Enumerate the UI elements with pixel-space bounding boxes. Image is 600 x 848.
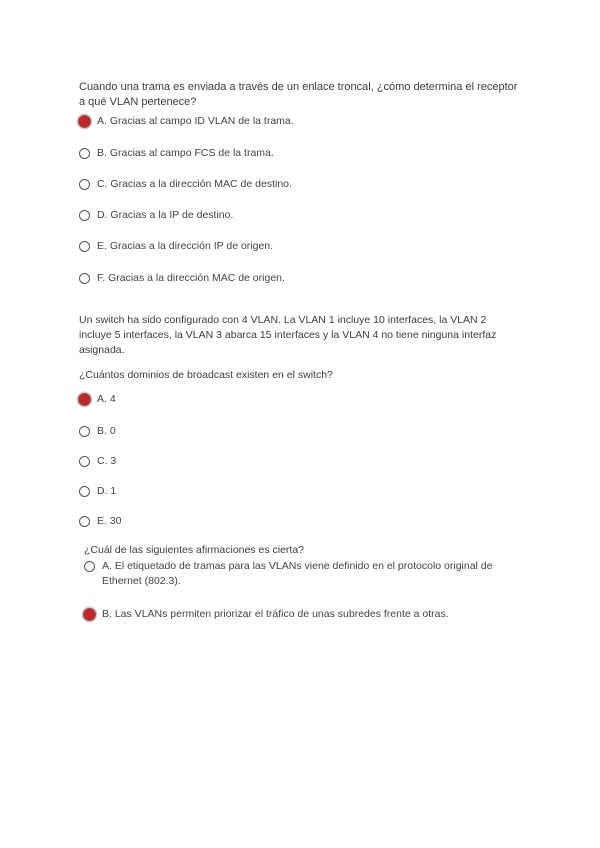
q1-option-e[interactable] [79,239,273,254]
radio-icon[interactable] [79,148,90,159]
q3-option-b-label: B. Las VLANs permiten priorizar el tráfico de unas subredes frente a otras. [102,608,449,620]
q1-option-c-label: C. Gracias a la dirección MAC de destino. [97,178,292,190]
q2-option-e-label: E. 30 [97,515,122,527]
q1-option-a-label: A. Gracias al campo ID VLAN de la trama. [97,115,294,127]
radio-icon[interactable] [79,426,90,437]
question-1-text: Cuando una trama es enviada a través de un enlace troncal, ¿cómo determina el receptor a qué VLAN pertenece? [79,81,518,108]
radio-selected-icon[interactable] [78,393,91,406]
q3-option-b[interactable] [83,607,449,622]
q2-option-e[interactable] [79,514,122,529]
radio-icon[interactable] [84,561,95,572]
radio-icon[interactable] [79,273,90,284]
question-2-intro: Un switch ha sido configurado con 4 VLAN. La VLAN 1 incluye 10 interfaces, la VLAN 2 incluye 5 interfaces, la VLAN 3 abarca 15 interfaces y la VLAN 4 no tiene ninguna interfaz asignada. [79,314,497,356]
question-2-text: ¿Cuántos dominios de broadcast existen en el switch? [79,369,333,381]
radio-icon[interactable] [79,516,90,527]
q1-option-f-label: F. Gracias a la dirección MAC de origen. [97,272,285,284]
q2-option-d[interactable] [79,484,116,499]
radio-icon[interactable] [79,210,90,221]
q1-option-f[interactable] [79,271,285,286]
radio-selected-icon[interactable] [83,608,96,621]
q1-option-a[interactable] [78,114,294,129]
q2-option-b[interactable] [79,424,116,439]
q2-option-d-label: D. 1 [97,485,117,497]
radio-selected-icon[interactable] [78,115,91,128]
q2-option-c-label: C. 3 [97,455,117,467]
radio-icon[interactable] [79,241,90,252]
q1-option-d[interactable] [79,208,233,223]
q2-option-b-label: B. 0 [97,425,116,437]
q1-option-c[interactable] [79,177,292,192]
q3-option-a[interactable] [84,559,524,589]
q1-option-b[interactable] [79,146,274,161]
q2-option-a-label: A. 4 [97,393,116,405]
q3-option-a-label: A. El etiquetado de tramas para las VLANs viene definido en el protocolo original de Ethernet (802.3). [102,560,493,587]
q1-option-b-label: B. Gracias al campo FCS de la trama. [97,147,274,159]
radio-icon[interactable] [79,179,90,190]
q1-option-e-label: E. Gracias a la dirección IP de origen. [97,240,274,252]
q2-option-a[interactable] [78,392,116,407]
question-3-text: ¿Cuál de las siguientes afirmaciones es cierta? [84,544,305,556]
radio-icon[interactable] [79,486,90,497]
q2-option-c[interactable] [79,454,116,469]
q1-option-d-label: D. Gracias a la IP de destino. [97,209,234,221]
radio-icon[interactable] [79,456,90,467]
